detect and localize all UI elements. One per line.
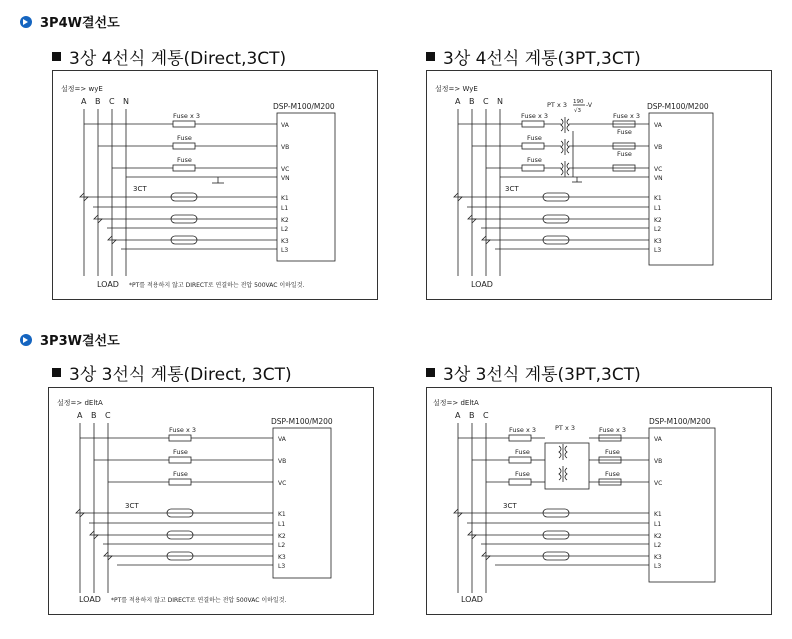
pin-k1: K1 [278, 511, 286, 518]
line-label-n: N [123, 97, 129, 106]
line-label-b: B [91, 411, 97, 420]
panel-4-title-row [426, 360, 641, 385]
panel-3-title: 3상 3선식 계통(Direct, 3CT) [69, 365, 292, 385]
fuse-label: Fuse [605, 470, 620, 478]
pin-l2: L2 [654, 226, 662, 233]
fuse-main-label: Fuse x 3 [173, 112, 201, 120]
pt-unit: -V [586, 102, 592, 109]
ct-label: 3CT [503, 502, 517, 510]
panel-2-wiring-svg [427, 71, 771, 299]
fuse-label-c: Fuse [177, 156, 192, 164]
pin-k2: K2 [654, 217, 662, 224]
line-label-a: A [455, 411, 461, 420]
pin-l3: L3 [281, 247, 289, 254]
pin-k2: K2 [278, 533, 286, 540]
panel-1-wiring-svg [53, 71, 377, 299]
fuse-label-b: Fuse [173, 448, 188, 456]
fuse-main-label: Fuse x 3 [169, 426, 197, 434]
panel-4-title: 3상 3선식 계통(3PT,3CT) [443, 365, 641, 385]
pin-k2: K2 [281, 217, 289, 224]
fuse-label: Fuse [617, 150, 632, 158]
panel-1-title: 3상 4선식 계통(Direct,3CT) [69, 49, 287, 69]
pin-vb: VB [281, 144, 290, 151]
device-label: DSP-M100/M200 [649, 417, 711, 426]
line-label-b: B [95, 97, 101, 106]
line-label-a: A [77, 411, 83, 420]
setting-label: 설정=> dEltA [57, 399, 103, 407]
pin-k3: K3 [654, 554, 662, 561]
load-label: LOAD [471, 280, 493, 289]
bullet-arrow-icon [20, 334, 32, 346]
note-label: *PT를 적용하지 않고 DIRECT로 연결하는 전압 500VAC 이하일것. [111, 597, 287, 604]
bullet-arrow-icon [20, 16, 32, 28]
section-3p4w [20, 12, 120, 31]
pin-vb: VB [654, 144, 663, 151]
pt-ratio-den: √3 [574, 108, 582, 114]
pt-ratio: 190 [573, 99, 584, 105]
section-3p3w-label: 3P3W결선도 [40, 334, 120, 349]
fuse-main-left-label: Fuse x 3 [509, 426, 537, 434]
ct-label: 3CT [505, 185, 519, 193]
square-bullet-icon [52, 52, 61, 61]
line-label-b: B [469, 97, 475, 106]
pin-va: VA [654, 122, 662, 129]
pin-va: VA [278, 436, 286, 443]
pin-vc: VC [281, 166, 290, 173]
fuse-main-right-label: Fuse x 3 [613, 112, 641, 120]
panel-2-diagram [426, 70, 772, 300]
panel-4-wiring-svg [427, 388, 771, 614]
line-label-n: N [497, 97, 503, 106]
pin-l1: L1 [278, 521, 286, 528]
fuse-label: Fuse [515, 470, 530, 478]
device-label: DSP-M100/M200 [647, 102, 709, 111]
panel-4-diagram [426, 387, 772, 615]
line-label-b: B [469, 411, 475, 420]
load-label: LOAD [97, 280, 119, 289]
panel-3-title-row [52, 360, 292, 385]
pin-k1: K1 [281, 195, 289, 202]
line-label-c: C [483, 97, 489, 106]
pin-va: VA [654, 436, 662, 443]
pin-k2: K2 [654, 533, 662, 540]
pin-vb: VB [278, 458, 287, 465]
pin-vc: VC [278, 480, 287, 487]
panel-3-diagram [48, 387, 374, 615]
square-bullet-icon [426, 368, 435, 377]
fuse-main-left-label: Fuse x 3 [521, 112, 549, 120]
pin-k3: K3 [278, 554, 286, 561]
line-label-c: C [483, 411, 489, 420]
line-label-a: A [455, 97, 461, 106]
ct-label: 3CT [133, 185, 147, 193]
setting-label: 설정=> dEltA [433, 399, 479, 407]
device-label: DSP-M100/M200 [271, 417, 333, 426]
pin-k1: K1 [654, 195, 662, 202]
pin-l3: L3 [654, 563, 662, 570]
section-3p3w [20, 330, 120, 349]
fuse-label: Fuse [515, 448, 530, 456]
pin-k3: K3 [281, 238, 289, 245]
fuse-main-right-label: Fuse x 3 [599, 426, 627, 434]
pin-vc: VC [654, 480, 663, 487]
line-label-c: C [109, 97, 115, 106]
pin-l1: L1 [281, 205, 289, 212]
pt-label: PT x 3 [555, 424, 576, 432]
line-label-a: A [81, 97, 87, 106]
pin-l2: L2 [654, 542, 662, 549]
pin-vn: VN [281, 175, 290, 182]
pt-frame [545, 443, 589, 489]
load-label: LOAD [79, 595, 101, 604]
pin-l2: L2 [278, 542, 286, 549]
setting-label: 설정=> WyE [435, 85, 478, 93]
square-bullet-icon [426, 52, 435, 61]
ct-label: 3CT [125, 502, 139, 510]
pin-l3: L3 [278, 563, 286, 570]
fuse-label-b: Fuse [177, 134, 192, 142]
pin-l1: L1 [654, 521, 662, 528]
panel-1-title-row [52, 44, 286, 69]
fuse-label-c: Fuse [173, 470, 188, 478]
fuse-label: Fuse [527, 134, 542, 142]
load-label: LOAD [461, 595, 483, 604]
setting-label: 설정=> wyE [61, 85, 103, 93]
pt-label: PT x 3 [547, 101, 568, 109]
square-bullet-icon [52, 368, 61, 377]
device-label: DSP-M100/M200 [273, 102, 335, 111]
pin-va: VA [281, 122, 289, 129]
pin-vb: VB [654, 458, 663, 465]
pin-vn: VN [654, 175, 663, 182]
panel-3-wiring-svg [49, 388, 373, 614]
pin-k3: K3 [654, 238, 662, 245]
fuse-label: Fuse [527, 156, 542, 164]
fuse-label: Fuse [605, 448, 620, 456]
pin-vc: VC [654, 166, 663, 173]
line-label-c: C [105, 411, 111, 420]
panel-2-title: 3상 4선식 계통(3PT,3CT) [443, 49, 641, 69]
pin-k1: K1 [654, 511, 662, 518]
panel-2-title-row [426, 44, 641, 69]
fuse-label: Fuse [617, 128, 632, 136]
note-label: *PT를 적용하지 않고 DIRECT로 연결하는 전압 500VAC 이하일것. [129, 282, 305, 289]
pin-l2: L2 [281, 226, 289, 233]
pin-l1: L1 [654, 205, 662, 212]
pin-l3: L3 [654, 247, 662, 254]
panel-1-diagram [52, 70, 378, 300]
section-3p4w-label: 3P4W결선도 [40, 16, 120, 31]
